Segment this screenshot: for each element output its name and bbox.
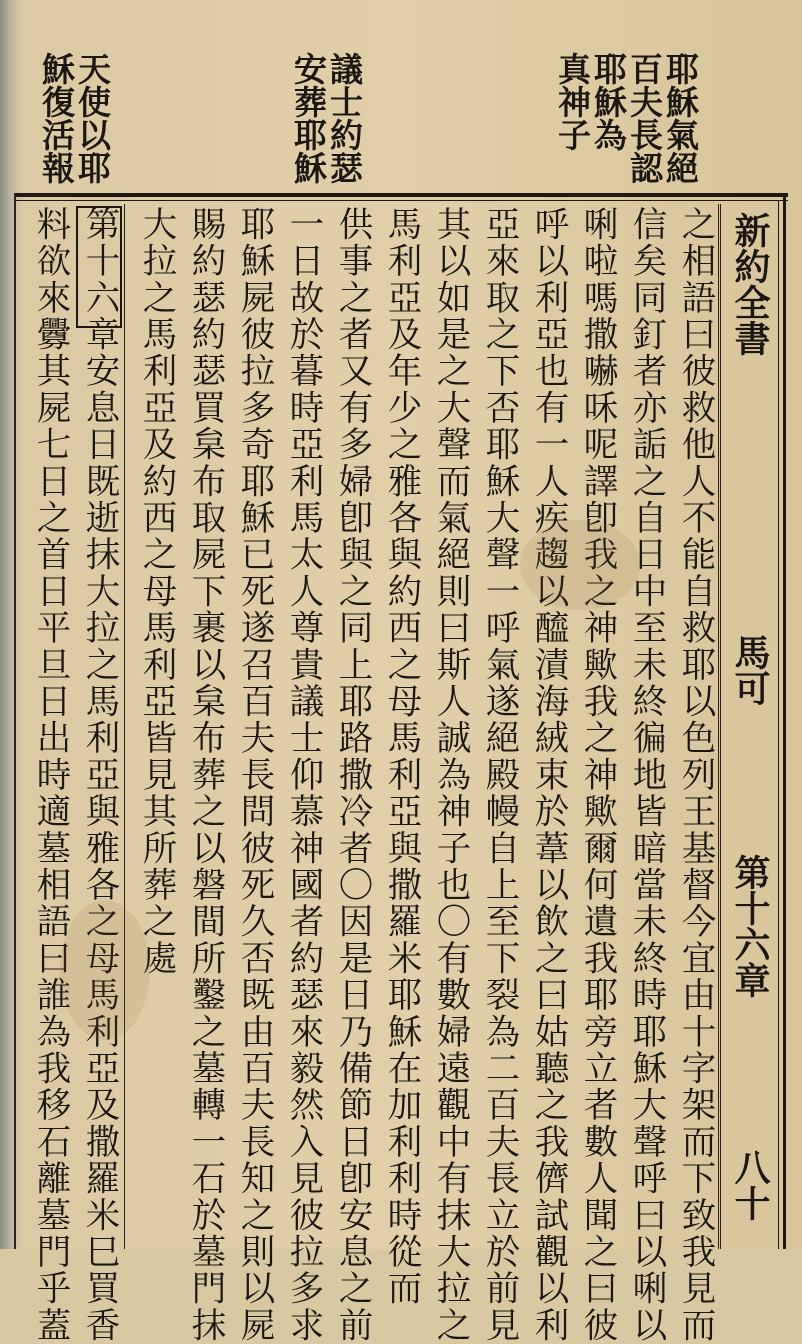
body-column-12: 大拉之馬利亞及約西之母馬利亞皆見其所葬之處 [136, 206, 176, 977]
gloss-1-line3: 耶穌為 [589, 52, 628, 151]
body-column-5: 亞來取之下否耶穌大聲一呼氣遂絕殿幔自上至下裂為二百夫長立於前見 [479, 206, 519, 1344]
gloss-block-3 [30, 52, 110, 192]
body-column-13: 第十六章安息日既逝抹大拉之馬利亞與雅各之母馬利亞及撒羅米巳買香 [79, 206, 119, 1344]
body-column-8: 供事之者又有多婦卽與之同上耶路撒冷者〇因是日乃備節日卽安息之前 [332, 206, 372, 1344]
gloss-1-line2: 百夫長認 [625, 52, 664, 184]
paper-stain [520, 520, 640, 610]
chapter-label: 第十六章 [729, 854, 771, 998]
body-column-11: 賜約瑟約瑟買枲布取屍下裹以枲布葬之以磐間所鑿之墓轉一石於墓門抹 [185, 206, 225, 1344]
gloss-1-line1: 耶穌氣絕 [661, 52, 700, 184]
body-column-6: 其以如是之大聲而氣絕則曰斯人誠為神子也〇有數婦遠觀中有抹大拉之 [430, 206, 470, 1344]
body-column-9: 一日故於暮時亞利馬太人尊貴議士仰慕神國者約瑟來毅然入見彼拉多求 [283, 206, 323, 1344]
gloss-1-line4: 真神子 [553, 52, 592, 151]
frame-right-thick-rule [783, 193, 786, 1249]
body-column-3: 唎啦嗎撒嚇咊呢譯卽我之神歟我之神歟爾何遺我耶旁立者數人聞之曰彼 [577, 206, 617, 1344]
body-column-4: 呼以利亞也有一人疾趨以醯漬海絨束於葦以飲之曰姑聽之我儕試觀以利 [528, 206, 568, 1344]
gloss-3-line1: 天使以耶 [73, 52, 112, 184]
body-column-14: 料欲來釁其屍七日之首日平旦日出時適墓相語曰誰為我移石離墓門乎蓋 [30, 206, 70, 1344]
paper-stain [60, 900, 150, 1040]
column-rule [124, 204, 125, 1249]
column-rule [718, 204, 719, 1249]
page-number: 八十 [729, 1149, 771, 1221]
book-title: 新約全書 [729, 212, 771, 356]
chapter-heading-box [76, 206, 122, 328]
body-column-7: 馬利亞及年少之雅各與約西之母馬利亞與撒羅米耶穌在加利利時從而 [381, 206, 421, 1307]
frame-top-thick-rule [14, 193, 788, 197]
frame-top-thin-rule [14, 200, 788, 201]
gloss-block-2 [282, 52, 362, 192]
body-column-2: 信矣同釘者亦詬之自日中至未終徧地皆暗當未終時耶穌大聲呼曰以唎以 [626, 206, 666, 1344]
body-column-1: 之相語曰彼救他人不能自救耶以色列王基督今宜由十字架而下致我見而 [675, 206, 715, 1344]
gloss-3-line2: 穌復活報 [37, 52, 76, 184]
gloss-2-line1: 議士約瑟 [325, 52, 364, 184]
gloss-block-1 [553, 52, 700, 192]
gloss-2-line2: 安葬耶穌 [289, 52, 328, 184]
running-head [720, 204, 779, 1249]
body-column-10: 耶穌屍彼拉多奇耶穌已死遂召百夫長問彼死久否既由百夫長知之則以屍 [234, 206, 274, 1344]
book-name: 馬可 [729, 634, 771, 706]
frame-left-rule [14, 193, 16, 1249]
